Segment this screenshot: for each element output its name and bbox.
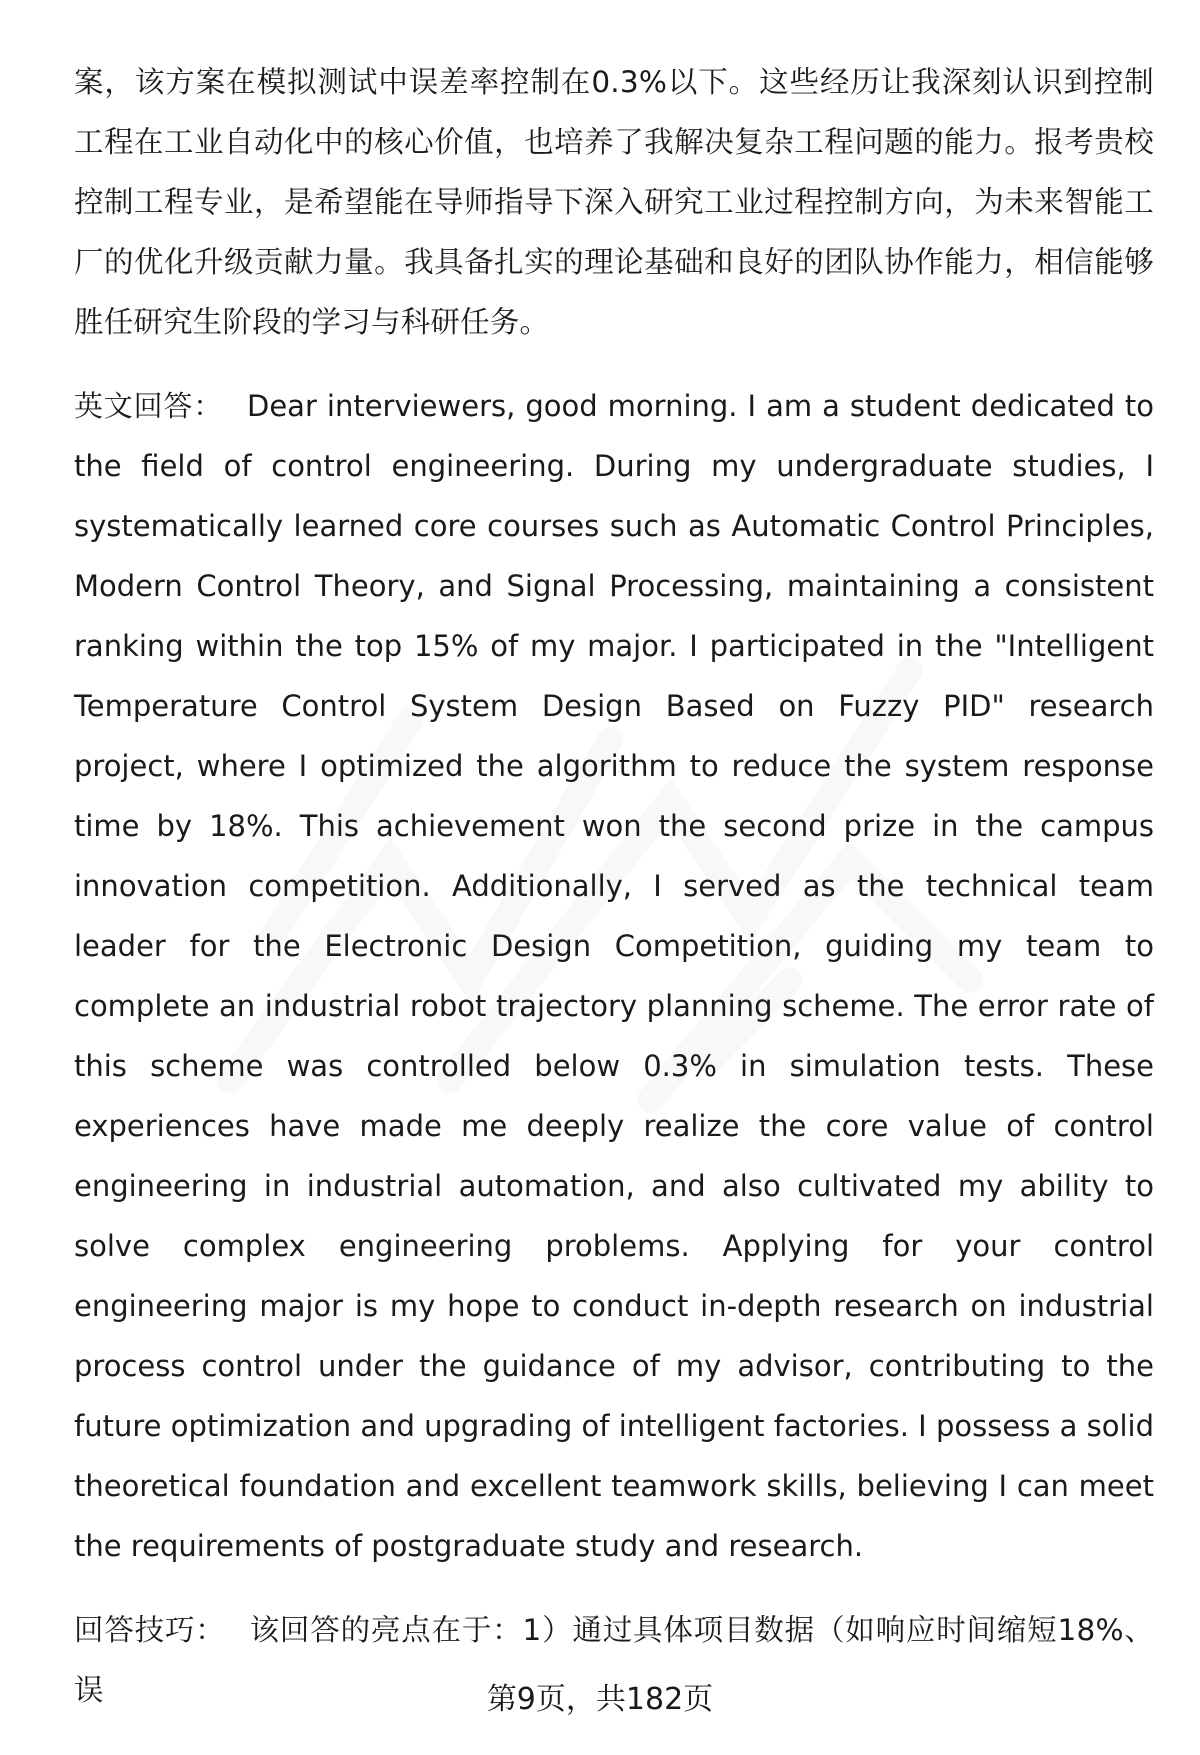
english-answer-paragraph [74,376,1154,1576]
english-answer-label: 英文回答： [74,389,223,423]
answer-tips-text: 该回答的亮点在于：1）通过具体项目数据（如响应时间缩短18%、误 [74,1613,1154,1707]
chinese-answer-paragraph: 案，该方案在模拟测试中误差率控制在0.3%以下。这些经历让我深刻认识到控制工程在工业自动化中的核心价值，也培养了我解决复杂工程问题的能力。报考贵校控制工程专业，是希望能在导师指导下深入研究工业过程控制方向，为未来智能工厂的优化升级贡献力量。我具备扎实的理论基础和良好的团队协作能力，相信能够胜任研究生阶段的学习与科研任务。 [74,65,1154,339]
answer-tips-label: 回答技巧： [74,1613,226,1647]
document-body [74,52,1154,1720]
paragraph-spacer [74,1576,1154,1600]
paragraph-spacer [74,352,1154,376]
english-answer-text: Dear interviewers, good morning. I am a student dedicated to the field of control engineering. During my undergraduate studies, I systematically learned core courses such as Automatic Control Principles, Modern Control Theory, and Signal Processing, maintaining a consistent ranking within the top 15% of my major. I participated in the "Intelligent Temperature Control System Design Based on Fuzzy PID" research project, where I optimized the algorithm to reduce the system response time by 18%. This achievement won the second prize in the campus innovation competition. Additionally, I served as the technical team leader for the Electronic Design Competition, guiding my team to complete an industrial robot trajectory planning scheme. The error rate of this scheme was controlled below 0.3% in simulation tests. These experiences have made me deeply realize the core value of control engineering in industrial automation, and also cultivated my ability to solve complex engineering problems. Applying for your control engineering major is my hope to conduct in-depth research on industrial process control under the guidance of my advisor, contributing to the future optimization and upgrading of intelligent factories. I possess a solid theoretical foundation and excellent teamwork skills, believing I can meet the requirements of postgraduate study and research. [74,389,1154,1563]
page-number-footer: 第9页，共182页 [486,1682,714,1717]
